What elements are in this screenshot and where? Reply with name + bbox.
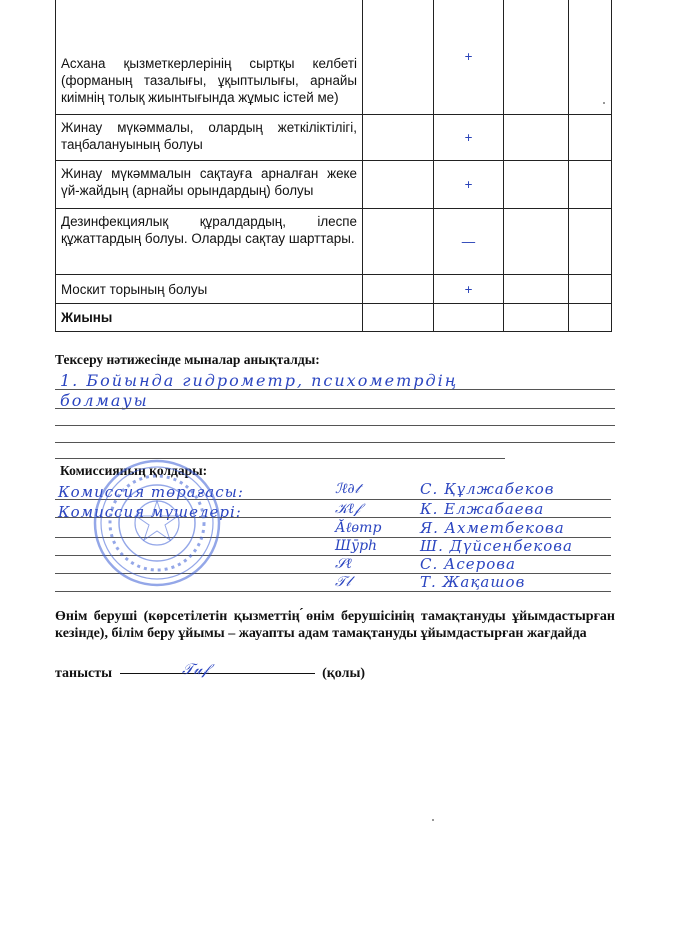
scan-speck	[432, 819, 434, 821]
official-seal-stamp	[92, 458, 222, 588]
signature-scribble: 𝒯𝓁	[335, 574, 351, 590]
mark-cell: +	[434, 0, 504, 115]
scan-speck	[603, 102, 605, 104]
commission-member-name: С. Құлжабеков	[420, 480, 555, 498]
table-row	[56, 275, 612, 304]
total-label: Жиыны	[56, 304, 363, 332]
findings-heading: Тексеру нәтижесінде мыналар анықталды:	[55, 352, 320, 367]
rule-line	[55, 389, 615, 390]
signature-scribble: 𝒯𝓊𝒻	[182, 660, 209, 678]
commission-member-name: С. Асерова	[420, 555, 516, 573]
table-row	[56, 161, 612, 209]
provider-statement: Өнім беруші (көрсетілетін қызметтің ́өнім берушісінің тамақтануды ұйымдастырған кезінде), білім беру ұйымы – жауапты адам тамақтануды ұйымдастырған жағдайда	[55, 609, 615, 641]
handwritten-finding-line: болмауы	[60, 391, 149, 410]
signature-line	[120, 673, 315, 674]
signature-scribble: ℐℓ∂𝓉	[335, 481, 360, 497]
table-row	[56, 0, 612, 115]
rule-line	[55, 442, 615, 443]
mark-cell: —	[434, 209, 504, 275]
signature-scribble: 𝒦ℓ𝒻	[335, 501, 361, 517]
signature-scribble: Ӑℓѳтр	[335, 520, 382, 536]
rule-line	[55, 408, 615, 409]
members-label: Комиссия мүшелері:	[58, 503, 242, 521]
criterion-cell: Дезинфекциялық құралдардың, ілеспе құжаттардың болуы. Оларды сақтау шарттары.	[56, 209, 363, 275]
table-row	[56, 209, 612, 275]
mark-cell: +	[434, 275, 504, 304]
ack-label: танысты	[55, 666, 113, 681]
commission-member-name: Т. Жақашов	[420, 573, 526, 591]
commission-heading: Комиссияның қолдары:	[60, 463, 208, 478]
handwritten-finding-line: 1. Бойында гидрометр, психометрдің	[60, 371, 459, 390]
sign-label: (қолы)	[322, 666, 366, 681]
mark-cell: +	[434, 161, 504, 209]
checklist-table	[55, 0, 612, 332]
acknowledgement-line	[55, 666, 365, 682]
signature-scribble: 𝒮ℓ	[335, 556, 352, 572]
mark-cell: +	[434, 115, 504, 161]
criterion-cell: Москит торының болуы	[56, 275, 363, 304]
criterion-cell: Асхана қызметкерлерінің сыртқы келбеті (форманың тазалығы, ұқыптылығы, арнайы киімнің толық жиынтығында жұмыс істей ме)	[56, 0, 363, 115]
table-row	[56, 115, 612, 161]
criterion-cell: Жинау мүкәммалын сақтауға арналған жеке үй-жайдың (арнайы орындардың) болуы	[56, 161, 363, 209]
commission-member-name: Ш. Дүйсенбекова	[420, 537, 573, 555]
commission-member-name: К. Елжабаева	[420, 500, 545, 518]
chair-label: Комиссия төрағасы:	[58, 483, 244, 501]
commission-member-name: Я. Ахметбекова	[420, 519, 565, 537]
rule-line	[55, 425, 615, 426]
signature-scribble: Шӯрһ	[335, 538, 378, 554]
criterion-cell: Жинау мүкәммалы, олардың жеткіліктілігі, таңбалануының болуы	[56, 115, 363, 161]
rule-line	[55, 591, 611, 592]
total-row	[56, 304, 612, 332]
